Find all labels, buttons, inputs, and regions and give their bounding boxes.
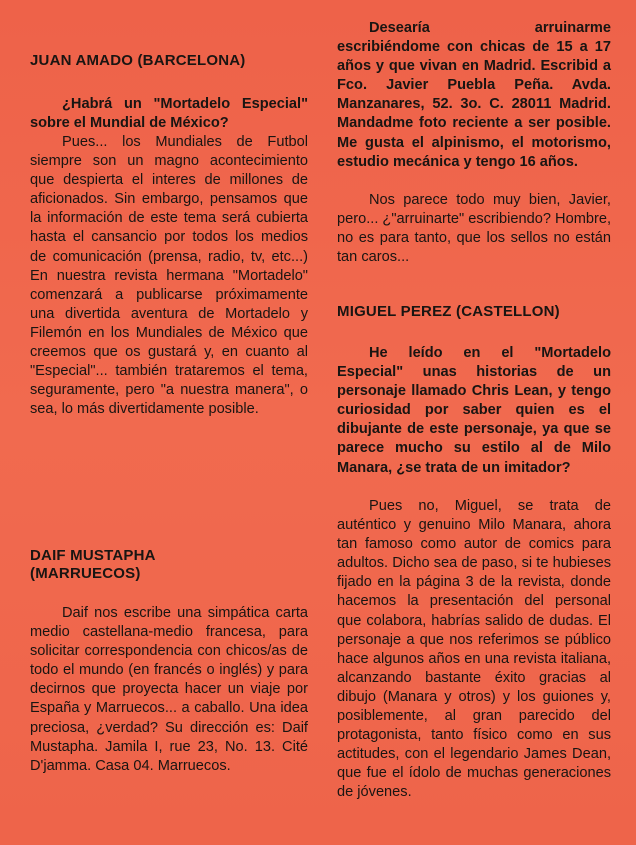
editor-answer: Nos parece todo muy bien, Javier, pero... ¿"arruinarte" escribiendo? Hombre, no es para tanto, que los sellos no están tan caros... bbox=[337, 192, 611, 266]
editor-answer: Pues no, Miguel, se trata de auténtico y genuino Milo Manara, ahora tan famoso como autor de comics para adultos. Dicho sea de paso, si te hubieses fijado en la página 3 de la revista, donde hacemos la presentación del personal que colabora, habrías salido de dudas. El personaje a que nos referimos se público hace algunos años en una revista italiana, alcanzando bastante éxito gracias al dibujo (Manara y otros) y los guiones y, posiblemente, al gran parecido del protagonista, tanto físico como en sus actitudes, con el legendario James Dean, que fue el ídolo de muchas generaciones de jóvenes. bbox=[337, 498, 611, 801]
editor-answer: Pues... los Mundiales de Futbol siempre son un magno acontecimiento que despierta el interes de millones de aficionados. Sin embargo, pensamos que la información de este tema será cubierta hasta el cansancio por todos los medios de comunicación (prensa, radio, tv, etc...) En nuestra revista hermana "Mortadelo" comenzará a publicarse próximamente una divertida aventura de Mortadelo y Filemón en los Mundiales de México que creemos que os gustará y, en cuanto al "Especial"... también trataremos el tema, seguramente, pero "a nuestra manera", o sea, lo más divertidamente posible. bbox=[30, 134, 308, 418]
reader-question: ¿Habrá un "Mortadelo Especial" sobre el Mundial de México? bbox=[30, 96, 308, 132]
section-heading-miguel-perez: MIGUEL PEREZ (CASTELLON) bbox=[337, 303, 560, 320]
section-heading-daif-mustapha: DAIF MUSTAPHA (MARRUECOS) bbox=[30, 547, 156, 582]
section-heading-juan-amado: JUAN AMADO (BARCELONA) bbox=[30, 52, 246, 69]
reader-question: He leído en el "Mortadelo Especial" unas historias de un personaje llamado Chris Lean, y tengo curiosidad por saber quien es el dibujante de este personaje, ya que se parece mucho su estilo al de Milo Manara, ¿se trata de un imitador? bbox=[337, 345, 611, 476]
reader-letter-summary: Daif nos escribe una simpática carta medio castellana-medio francesa, para solicitar correspondencia con chicos/as de todo el mundo (en francés o inglés) y para decirnos que proyecta hacer un viaje por España y Marruecos... a caballo. Una idea preciosa, ¿verdad? Su dirección es: Daif Mustapha. Jamila I, rue 23, No. 13. Cité D'jamma. Casa 04. Marruecos. bbox=[30, 605, 308, 774]
reader-letter: Desearía arruinarme escribiéndome con chicas de 15 a 17 años y que vivan en Madrid. Escribid a Fco. Javier Puebla Peña. Avda. Manzanares, 52. 3o. C. 28011 Madrid. Mandadme foto reciente a ser posible. Me gusta el alpinismo, el motorismo, estudio mecánica y tengo 16 años. bbox=[337, 20, 611, 170]
